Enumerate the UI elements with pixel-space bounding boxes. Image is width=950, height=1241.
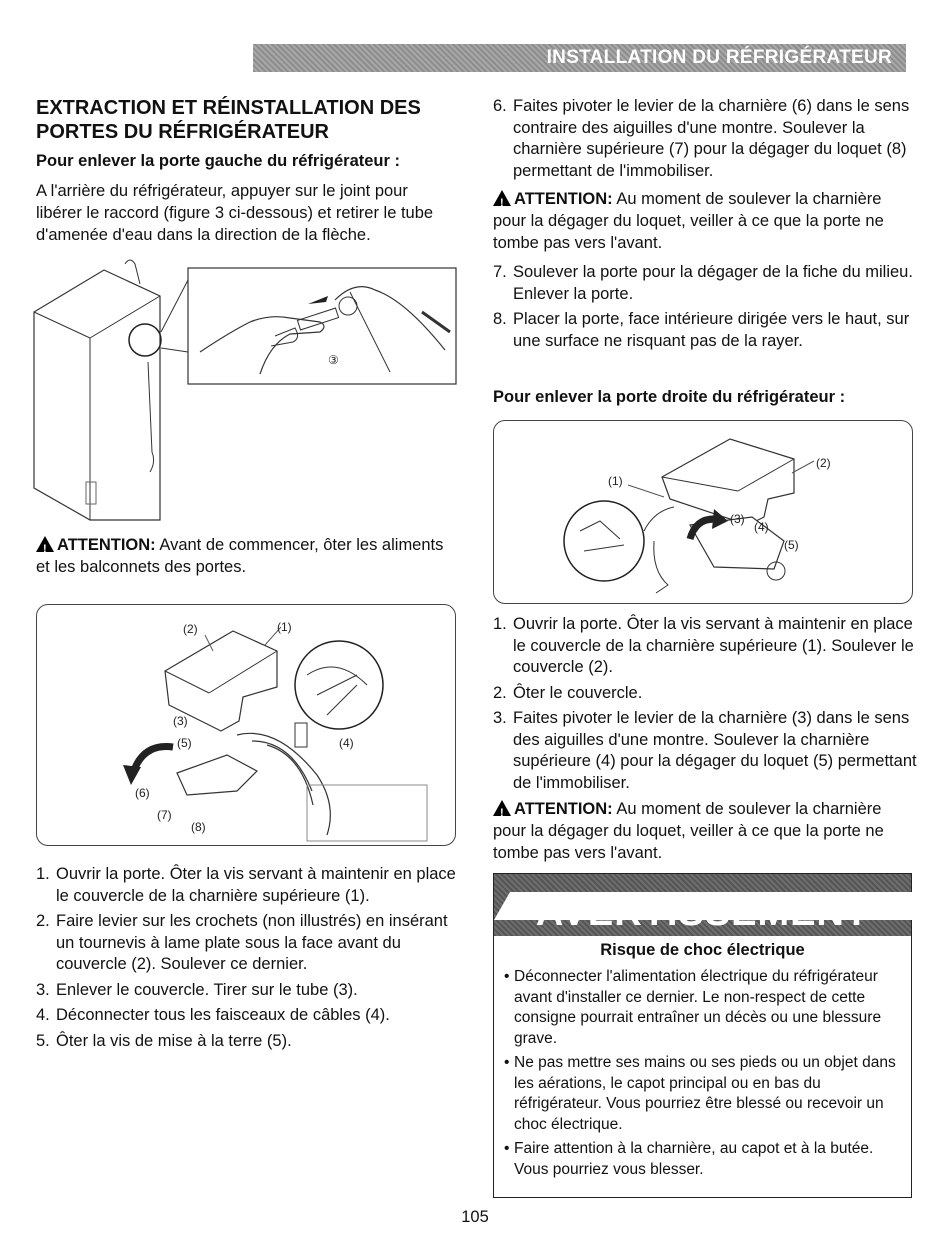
warning-band: ! AVERTISSEMENT (494, 874, 911, 936)
zoom-circle-2 (295, 641, 383, 729)
figure1-callout: ③ (328, 353, 339, 367)
cable-harness (237, 733, 330, 835)
attention-right-1 (493, 188, 911, 254)
left-hinge-drawing (37, 605, 455, 845)
page-number: 105 (461, 1208, 489, 1226)
fig2-label-7: (7) (157, 808, 172, 822)
fig2-label-1: (1) (277, 620, 292, 634)
fig3-label-1: (1) (608, 474, 623, 488)
attention-text: Au moment de soulever la charnière pour la dégager du loquet, veiller à ce que la porte ne tombe pas vers l'avant. (493, 800, 884, 862)
attention-left (36, 534, 446, 578)
attention-right-2 (493, 798, 911, 864)
title-line-2: PORTES DU RÉFRIGÉRATEUR (36, 121, 329, 143)
hinge-cover (662, 439, 794, 525)
attention-label: ATTENTION: (57, 536, 156, 554)
list-item: 2. Ôter le couvercle. (493, 683, 643, 702)
warning-box (493, 873, 912, 1198)
fig2-label-8: (8) (191, 820, 206, 834)
right-steps-top (493, 96, 913, 186)
list-item: 5. Ôter la vis de mise à la terre (5). (36, 1031, 292, 1050)
hinge-plate (177, 755, 257, 795)
left-hinge-figure (36, 604, 456, 846)
fig2-label-5: (5) (177, 736, 192, 750)
page-title (36, 96, 456, 144)
list-item: 2. Faire levier sur les crochets (non illustrés) en insérant un tournevis à lame plate sous la face avant du couvercle (2). Soulever ce dernier. (36, 912, 448, 973)
list-item: • Ne pas mettre ses mains ou ses pieds ou un objet dans les aérations, le capot principal ou en bas du réfrigérateur. Vous pourriez être blessé ou recevoir un choc électrique. (504, 1053, 904, 1135)
fig2-label-6: (6) (135, 786, 150, 800)
warning-triangle-icon (493, 800, 511, 816)
fig3-label-4: (4) (754, 520, 769, 534)
warning-subtitle: Risque de choc électrique (600, 941, 805, 959)
left-door-subheading: Pour enlever la porte gauche du réfrigérateur : (36, 152, 401, 170)
list-item: 4. Déconnecter tous les faisceaux de câbles (4). (36, 1006, 390, 1024)
list-item: 1. Ouvrir la porte. Ôter la vis servant à maintenir en place le couvercle de la charnière supérieure (1). Soulever le couvercle (2). (493, 615, 914, 676)
list-item: 6. Faites pivoter le levier de la charnière (6) dans le sens contraire des aiguilles d'une montre. Soulever la charnière supérieure (7) pour la dégager du loquet (8) permettant de l'immobiliser. (493, 97, 910, 180)
attention-text: Au moment de soulever la charnière pour la dégager du loquet, veiller à ce que la porte ne tombe pas vers l'avant. (493, 190, 884, 252)
title-line-1: EXTRACTION ET RÉINSTALLATION DES (36, 97, 421, 119)
list-item: 1. Ouvrir la porte. Ôter la vis servant à maintenir en place le couvercle de la charnière supérieure (1). (36, 865, 456, 905)
fig2-label-3: (3) (173, 714, 188, 728)
inset-box (188, 268, 456, 384)
list-item: 7. Soulever la porte pour la dégager de la fiche du milieu. Enlever la porte. (493, 263, 913, 303)
list-item: 3. Enlever le couvercle. Tirer sur le tube (3). (36, 980, 358, 999)
fig3-label-5: (5) (784, 538, 799, 552)
fig3-label-3: (3) (730, 512, 745, 526)
right-steps-mid (493, 262, 913, 356)
left-steps-list (36, 864, 456, 1056)
zoom-circle-3 (564, 501, 644, 581)
water-tube-figure (30, 252, 462, 530)
section-title: INSTALLATION DU RÉFRIGÉRATEUR (546, 47, 892, 68)
fig2-label-4: (4) (339, 736, 354, 750)
right-door-subheading: Pour enlever la porte droite du réfrigérateur : (493, 388, 846, 406)
warning-triangle-icon (493, 190, 511, 206)
right-steps-bottom (493, 614, 917, 798)
list-item: • Faire attention à la charnière, au capot et à la butée. Vous pourriez vous blesser. (504, 1139, 904, 1180)
attention-label: ATTENTION: (514, 800, 613, 818)
attention-label: ATTENTION: (514, 190, 613, 208)
warning-bullets (504, 967, 904, 1184)
fig3-label-2: (2) (816, 456, 831, 470)
warning-triangle-icon (36, 536, 54, 552)
attention-text: Avant de commencer, ôter les aliments et les balconnets des portes. (36, 536, 444, 576)
list-item: • Déconnecter l'alimentation électrique du réfrigérateur avant d'installer ce dernier. Le non-respect de cette consigne pourrait entraîner un décès ou une blessure grave. (504, 967, 904, 1049)
section-header-bar (253, 44, 906, 72)
left-intro-paragraph: A l'arrière du réfrigérateur, appuyer sur le joint pour libérer le raccord (figure 3 ci-dessous) et retirer le tube d'amenée d'eau dans la direction de la flèche. (36, 182, 434, 244)
right-hinge-drawing (494, 421, 912, 603)
fig2-label-2: (2) (183, 622, 198, 636)
list-item: 3. Faites pivoter le levier de la charnière (3) dans le sens des aiguilles d'une montre. Soulever la charnière supérieure (4) pour la dégager du loquet (5) permettant de l'immobiliser. (493, 709, 917, 792)
right-hinge-figure (493, 420, 913, 604)
list-item: 8. Placer la porte, face intérieure dirigée vers le haut, sur une surface ne risquant pas de la rayer. (493, 310, 910, 350)
